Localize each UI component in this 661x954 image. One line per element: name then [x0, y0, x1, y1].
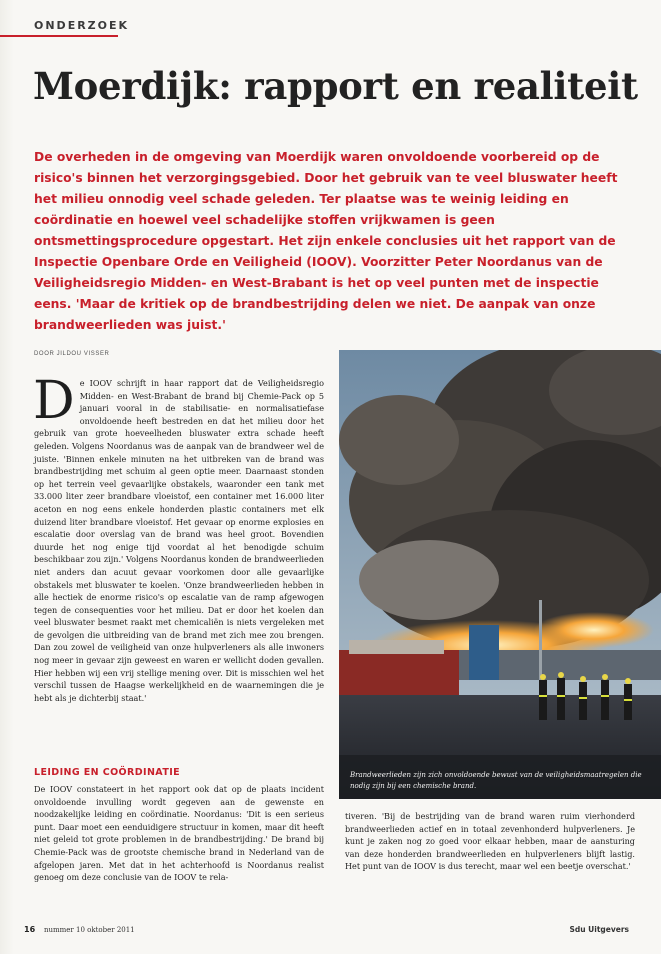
byline: DOOR JILDOU VISSER: [34, 351, 110, 357]
subheading: LEIDING EN COÖRDINATIE: [34, 767, 181, 778]
article-title: Moerdijk: rapport en realiteit: [33, 64, 638, 108]
page-number: 16: [24, 925, 36, 934]
body-paragraph-1: e IOOV schrijft in haar rapport dat de Veiligheidsregio Midden- en West-Brabant de brand bij Chemie-Pack op 5 januari vooral in de stabilisatie- en normalisatiefase onvoldoende heeft bestreden en dat het milieu door het gebruik van grote hoeveelheden bluswater extra schade heeft geleden. Volgens Noordanus was de aanpak van de brandweer wel de juiste. 'Binnen enkele minuten na het uitbreken van de brand was brandbestrijding met schuim al geen optie meer. Daarnaast stonden op het terrein veel gevaarlijke obstakels, waaronder een tank met 33.000 liter zeer brandbare vloeistof, een container met 16.000 liter aceton en nog eens enkele honderden plastic containers met elk duizend liter brandbare vloeistof. Het gevaar op enorme explosies en escalatie door overslag van de brand was heel groot. Bovendien duurde het nog enige tijd voordat al het benodigde schuim beschikbaar zou zijn.' Volgens Noordanus konden de brandweerlieden niet anders dan acuut gevaar voorkomen door alle gevaarlijke obstakels met bluswater te koelen. 'Onze brandweerlieden hebben in alle hectiek de enorme risico's op escalatie van de ramp afgewogen tegen de consequenties voor het milieu. Dat er door het koelen dan veel bluswater besmet raakt met chemicaliën is niets vergeleken met de gevolgen die uitbreiding van de brand met zich mee zou brengen. Dan zou zowel de veiligheid van onze hulpverleners als alle inwoners nog meer in gevaar zijn geweest en waren er wellicht doden gevallen. Hier hebben wij een vrij stellige mening over. Dit is misschien wel het verschil tussen de Haagse werkelijkheid en de waarnemingen die je hebt als je dichterbij staat.': [34, 378, 324, 703]
section-rule: [0, 35, 118, 37]
publisher-name: Sdu Uitgevers: [569, 925, 629, 934]
fire-scene-illustration: [339, 350, 661, 799]
body-column-1: [33, 371, 324, 704]
body-column-2: tiveren. 'Bij de bestrijding van de brand waren ruim vierhonderd brandweerlieden actief en in totaal zevenhonderd hulpverleners. Je kunt je zaken nog zo goed voor elkaar hebben, maar de aansturing van deze honderden brandweerlieden en hulpverleners blijft lastig. Het punt van de IOOV is dus terecht, maar wel een beetje overschat.': [345, 811, 635, 872]
issue-info: nummer 10 oktober 2011: [44, 926, 135, 934]
drop-cap: D: [33, 371, 75, 431]
article-intro: De overheden in de omgeving van Moerdijk waren onvoldoende voorbereid op de risico's binnen het verzorgingsgebied. Door het gebruik van te veel bluswater heeft het milieu onnodig veel schade geleden. Ter plaatse was te weinig leiding en coördinatie en hoewel veel schadelijke stoffen vrijkwamen is geen ontsmettingsprocedure opgestart. Het zijn enkele conclusies uit het rapport van de Inspectie Openbare Orde en Veiligheid (IOOV). Voorzitter Peter Noordanus van de Veiligheidsregio Midden- en West-Brabant is het op veel punten met de inspectie eens. 'Maar de kritiek op de brandbestrijding delen we niet. De aanpak van onze brandweerlieden was juist.': [34, 150, 618, 332]
article-photo: [339, 350, 661, 799]
body-paragraph-2: De IOOV constateert in het rapport ook dat op de plaats incident onvoldoende invulling wordt gegeven aan de gewenste en noodzakelijke leiding en coördinatie. Noordanus: 'Dit is een serieus punt. Daar moet een eenduidigere structuur in komen, maar dit heeft niet geleid tot grote problemen in de brandbestrijding.' De brand bij Chemie-Pack was de grootste chemische brand in Nederland van de afgelopen jaren. Met dat in het achterhoofd is Noordanus realist genoeg om deze conclusie van de IOOV te rela-: [34, 784, 324, 883]
photo-caption: Brandweerlieden zijn zich onvoldoende bewust van de veiligheidsmaatregelen die nodig zijn bij een chemische brand.: [350, 771, 642, 790]
section-label: ONDERZOEK: [34, 19, 130, 32]
